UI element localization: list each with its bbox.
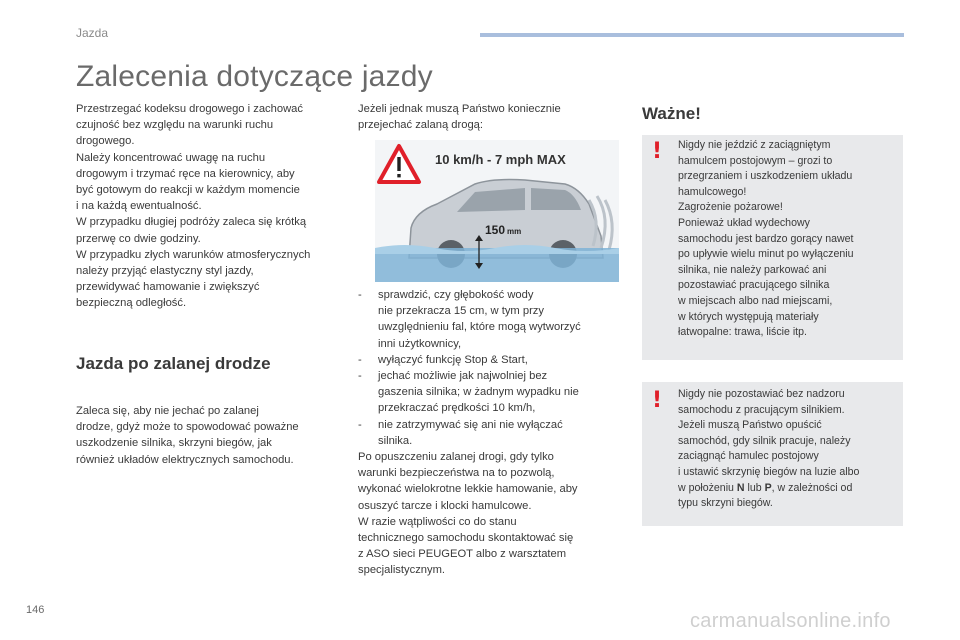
warning-box-parking-brake — [642, 135, 903, 360]
text-line: Po opuszczeniu zalanej drogi, gdy tylko — [358, 451, 554, 463]
text-line: wyłączyć funkcję Stop & Start, — [378, 353, 528, 366]
text-line: po upływie wielu minut po wyłączeniu — [678, 248, 854, 261]
page-title: Zalecenia dotyczące jazdy — [76, 60, 433, 93]
text-line: hamulcem postojowym – grozi to — [678, 154, 833, 167]
page-number: 146 — [26, 604, 45, 616]
car-in-water-image — [375, 140, 619, 282]
text-line: czujność bez względu na warunki ruchu — [76, 119, 274, 132]
text-line: samochodu z pracującym silnikiem. — [678, 403, 845, 416]
exclamation-icon: ! — [652, 139, 663, 164]
text-line: samochodu jest bardzo gorący nawet — [678, 232, 854, 245]
text-line: Jeżeli jednak muszą Państwo koniecznie — [358, 103, 561, 115]
section-label: Jazda — [76, 26, 109, 40]
text-line: przegrzaniem i uszkodzeniem układu — [678, 170, 853, 183]
text-line: zaciągnąć hamulec postojowy — [678, 450, 819, 463]
text-line: hamulcowego! — [678, 185, 747, 198]
warning-triangle-icon — [379, 146, 419, 182]
text-line: również układów elektrycznych samochodu. — [76, 453, 294, 466]
header-bar — [480, 33, 904, 37]
text-line: sprawdzić, czy głębokość wody — [378, 289, 534, 301]
list-item — [358, 368, 620, 417]
important-heading: Ważne! — [642, 104, 701, 123]
list-item — [358, 287, 620, 352]
text-line: bezpieczną odległość. — [76, 297, 187, 310]
gear-n-label: N — [736, 481, 745, 494]
text-line: z ASO sieci PEUGEOT albo z warsztatem — [358, 548, 567, 561]
text-line: i na każdą ewentualność. — [76, 200, 202, 213]
exclamation-icon: ! — [652, 388, 663, 413]
warning-box-running-engine — [642, 382, 903, 526]
list-dash: - — [358, 289, 362, 301]
text-line: silnika. — [378, 434, 413, 447]
text-line: drodze, gdyż może to spowodować poważne — [76, 421, 299, 434]
driving-advice-text — [76, 101, 346, 312]
text-line: przejechać zalaną drogą: — [358, 119, 484, 132]
text-line: w których występują materiały — [678, 310, 819, 323]
flood-steps-list — [358, 287, 620, 449]
text-line: pozostawiać pracującego silnika — [678, 279, 830, 292]
text-line: przekraczać prędkości 10 km/h, — [378, 402, 536, 415]
text-line: Nigdy nie pozostawiać bez nadzoru — [678, 388, 845, 400]
text-line: inni użytkownicy, — [378, 337, 462, 350]
text-line: Zagrożenie pożarowe! — [678, 201, 783, 214]
text-line: W przypadku długiej podróży zaleca się krótką — [76, 216, 307, 229]
text-line: nie zatrzymywać się ani nie wyłączać — [378, 418, 563, 431]
flooded-road-intro — [358, 101, 608, 133]
list-item — [358, 417, 620, 449]
text-line: W przypadku złych warunków atmosferycznych — [76, 248, 311, 261]
text-line: Zaleca się, aby nie jechać po zalanej — [76, 405, 259, 417]
warning-text — [678, 138, 900, 341]
text-line: gaszenia silnika; w żadnym wypadku nie — [378, 386, 579, 399]
list-dash: - — [358, 370, 362, 383]
text-line: uszkodzenie silnika, skrzyni biegów, jak — [76, 437, 272, 450]
text-line: nie przekracza 15 cm, w tym przy — [378, 305, 544, 318]
list-dash: - — [358, 418, 362, 431]
speed-limit-label: 10 km/h - 7 mph MAX — [435, 152, 566, 167]
text-line: silnika, nie należy parkować ani — [678, 263, 827, 276]
text-line: przerwę co dwie godziny. — [76, 232, 201, 245]
text-line: Przestrzegać kodeksu drogowego i zachować — [76, 103, 303, 115]
text-line: Należy koncentrować uwagę na ruchu — [76, 151, 266, 164]
text-line: w miejscach albo nad miejscami, — [678, 294, 833, 307]
text-fragment: w położeniu — [678, 481, 737, 494]
warning-text — [678, 387, 900, 512]
text-line: Jeżeli muszą Państwo opuścić — [678, 419, 822, 432]
gear-p-label: P — [764, 481, 772, 494]
text-line: być gotowym do reakcji w każdym momencie — [76, 184, 300, 197]
text-fragment: lub — [744, 481, 765, 494]
text-line: łatwopalne: trawa, liście itp. — [678, 326, 807, 339]
text-line: uwzględnieniu fal, które mogą wytworzyć — [378, 321, 581, 334]
text-line: osuszyć tarcze i klocki hamulcowe. — [358, 499, 532, 512]
text-line: specjalistycznym. — [358, 564, 446, 577]
flooded-road-illustration — [375, 140, 619, 282]
watermark: carmanualsonline.info — [690, 610, 891, 632]
text-line: Ponieważ układ wydechowy — [678, 216, 810, 229]
text-fragment: , w zależności od — [771, 481, 853, 494]
text-line: W razie wątpliwości co do stanu — [358, 515, 517, 528]
text-line: jechać możliwie jak najwolniej bez — [378, 370, 548, 383]
list-item — [358, 352, 620, 368]
text-line: warunki bezpieczeństwa na to pozwolą, — [358, 467, 555, 480]
list-dash: - — [358, 353, 362, 366]
text-line: należy przyjąć elastyczny styl jazdy, — [76, 265, 254, 278]
text-line: wykonać wielokrotne lekkie hamowanie, aby — [358, 483, 578, 496]
text-line: samochód, gdy silnik pracuje, należy — [678, 434, 851, 447]
depth-unit: mm — [507, 227, 522, 236]
text-line: przewidywać hamowanie i zwiększyć — [76, 281, 260, 294]
text-line: i ustawić skrzynię biegów na luzie albo — [678, 465, 860, 478]
flooded-road-heading: Jazda po zalanej drodze — [76, 354, 271, 373]
text-line: Nigdy nie jeździć z zaciągniętym — [678, 139, 831, 151]
text-line: technicznego samochodu skontaktować się — [358, 532, 574, 545]
text-line: typu skrzyni biegów. — [678, 497, 773, 510]
flooded-road-text — [76, 403, 338, 468]
depth-value: 150 — [485, 223, 506, 237]
text-line: drogowym i trzymać ręce na kierownicy, aby — [76, 167, 295, 180]
after-flood-text — [358, 449, 620, 579]
text-line — [678, 481, 900, 497]
text-line: drogowego. — [76, 135, 135, 148]
